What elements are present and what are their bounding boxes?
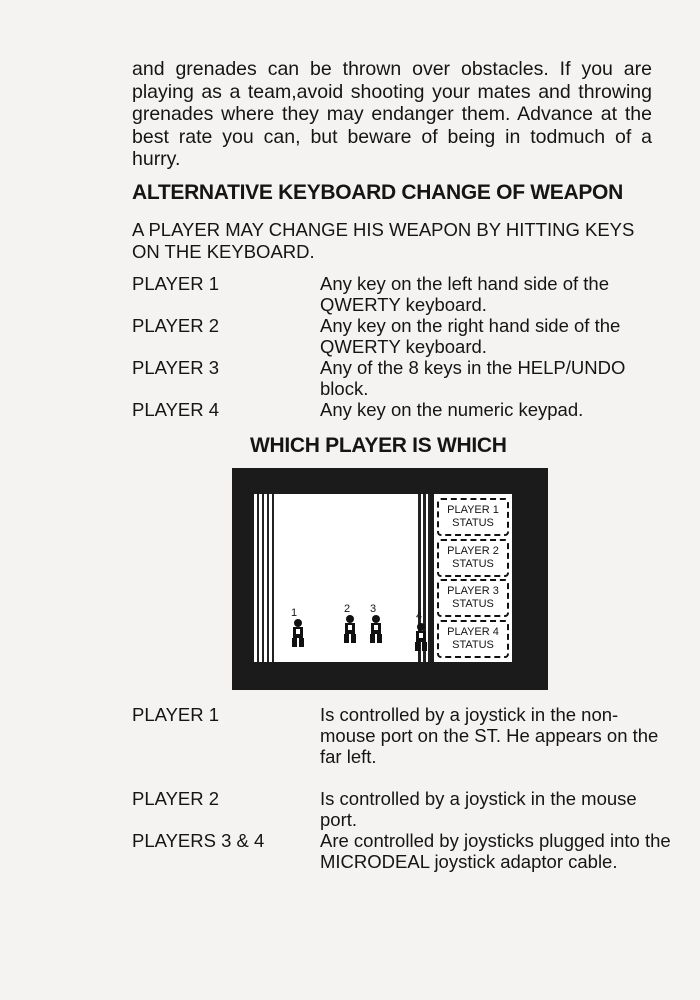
row-label: PLAYER 3 <box>132 357 220 378</box>
row-label: PLAYER 2 <box>132 788 220 809</box>
status-line: STATUS <box>452 598 494 611</box>
player-3-status-box <box>437 579 509 617</box>
row-label: PLAYERS 3 & 4 <box>132 830 265 851</box>
table-row <box>132 830 672 893</box>
row-description: Any key on the numeric keypad. <box>320 399 584 420</box>
left-wall <box>254 494 276 662</box>
section-heading-keyboard: ALTERNATIVE KEYBOARD CHANGE OF WEAPON <box>132 181 623 204</box>
row-description: Any key on the right hand side of the QWERTY keyboard. <box>320 315 621 357</box>
status-line: PLAYER 2 <box>447 544 499 557</box>
section-heading-which-player: WHICH PLAYER IS WHICH <box>250 434 507 457</box>
keyboard-paragraph: A PLAYER MAY CHANGE HIS WEAPON BY HITTING KEYS ON THE KEYBOARD. <box>132 219 635 262</box>
row-label: PLAYER 1 <box>132 273 220 294</box>
row-description: Any key on the left hand side of the QWERTY keyboard. <box>320 273 609 315</box>
player-4-status-box <box>437 620 509 658</box>
table-row <box>132 704 672 788</box>
row-description: Is controlled by a joystick in the mouse port. <box>320 788 637 830</box>
status-line: STATUS <box>452 638 494 651</box>
status-line: PLAYER 1 <box>447 504 499 516</box>
keyboard-table <box>132 273 672 441</box>
row-description: Are controlled by joysticks plugged into the MICRODEAL joystick adaptor cable. <box>320 830 671 872</box>
row-label: PLAYER 2 <box>132 315 220 336</box>
soldier-4-icon <box>412 622 430 652</box>
game-screen-figure <box>232 468 548 690</box>
soldier-3-icon <box>367 614 385 644</box>
soldier-2-icon <box>341 614 359 644</box>
row-label: PLAYER 4 <box>132 399 220 420</box>
status-panel <box>434 494 512 662</box>
table-row <box>132 315 672 357</box>
sprite-number-2: 2 <box>344 603 351 615</box>
player-2-status-box <box>437 539 509 577</box>
sprite-number-3: 3 <box>370 603 377 615</box>
sprite-number-4: 4 <box>416 610 423 622</box>
table-row <box>132 273 672 315</box>
row-description: Is controlled by a joystick in the non-mouse port on the ST. He appears on the far left. <box>320 704 659 767</box>
sprite-number-1: 1 <box>291 607 298 619</box>
status-line: STATUS <box>452 517 494 529</box>
table-row <box>132 788 672 830</box>
player-control-table <box>132 704 672 893</box>
status-line: PLAYER 3 <box>447 585 499 598</box>
intro-paragraph: and grenades can be thrown over obstacles. If you are playing as a team,avoid shooting your mates and throwing grenades where they may endanger them. Advance at the best rate you can, but beware of being in todmuch of a hurry. <box>132 58 652 170</box>
status-line: PLAYER 4 <box>447 625 499 638</box>
player-1-status-box <box>437 498 509 536</box>
play-area <box>254 494 428 662</box>
status-line: STATUS <box>452 557 494 570</box>
table-row <box>132 357 672 399</box>
soldier-1-icon <box>289 618 307 648</box>
row-label: PLAYER 1 <box>132 704 220 725</box>
row-description: Any of the 8 keys in the HELP/UNDO block. <box>320 357 626 399</box>
